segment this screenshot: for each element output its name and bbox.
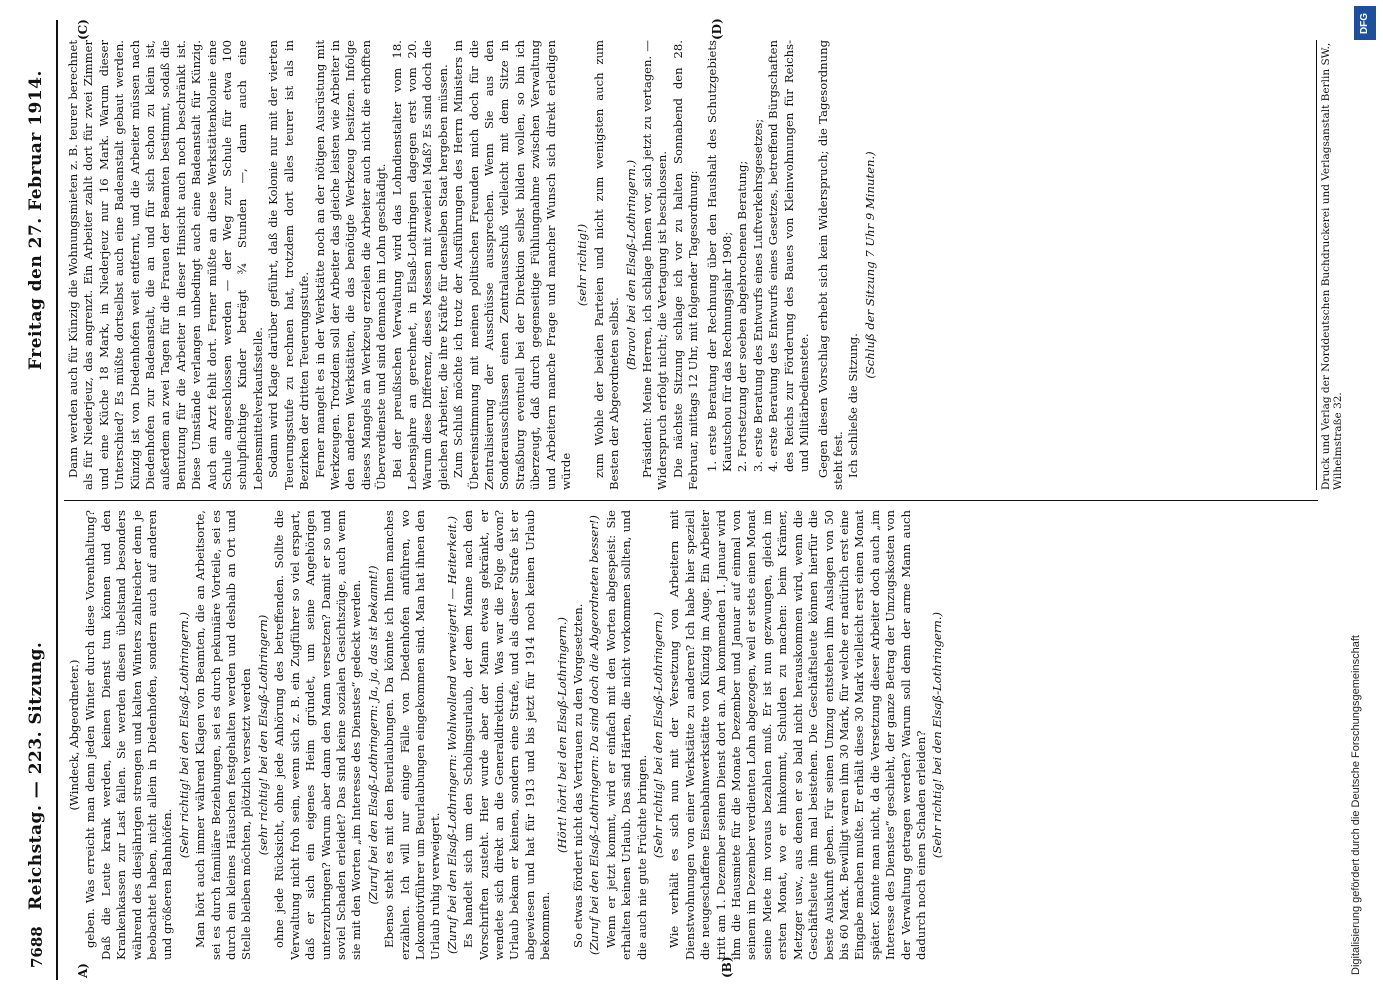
scanned-page — [20, 18, 1344, 980]
margin-marker-c: (C) — [76, 19, 90, 40]
agenda-item: 2. Fortsetzung der soeben abgebrochenen Beratung; — [735, 160, 750, 472]
paragraph: Ich schließe die Sitzung. — [846, 333, 861, 478]
dfg-logo — [1354, 6, 1376, 40]
interjection: (Hört! hört! bei den Elsaß-Lothringern.) — [554, 617, 569, 853]
agenda-item: 3. erste Beratung des Entwurfs eines Luftverkehrsgesetzes; — [750, 118, 765, 472]
paragraph: Zum Schluß möchte ich trotz der Ausführungen des Herrn Ministers in Übereinstimmung mit meinen politischen Freunden mich doch für die Zentralisierung der Ausschüsse aussprechen. Wenn Sie aus den Sonderausschüssen einen Zentralausschuß vielleicht mit dem Sitze in Straßburg eventuell bei der Direktion selbst bilden wollen, so bin ich überzeugt, daß durch gegenseitige Fühlungnahme zwischen Verwaltung und Arbeitern manche Frage und mancher Wunsch sich direkt erledigen würde — [451, 40, 573, 490]
paragraph: Wie verhält es sich nun mit der Versetzung von Arbeitern mit Dienstwohnungen von einer Werkstätte zu anderen? Ich habe hier speziell die neugeschaffene Eisenbahnwerkstätte von Künzig im Auge. Ein Arbeiter tritt am 1. Dezember seinen Dienst dort an. Am kommenden 1. Januar wird ihm die Hausmiete für die Monate Dezember und Januar auf einmal von seinem im Dezember verdienten Lohn abgezogen, weil er stets einen Monat seine Miete im voraus bezahlen muß. Er ist nun gezwungen, gleich im ersten Monat, wo er hinkommt, Schulden zu machen: beim Krämer, Metzger usw., aus denen er so bald nicht herauskommen wird, wenn die Geschäftsleute ihm mal beistehen. Die Geschäftsleute können hierfür die beste Auskunft geben. Für seinen Umzug entstehen ihm Auslagen von 50 bis 60 Mark. Bewilligt waren ihm 30 Mark, für welche er natürlich erst eine Eingabe machen mußte. Er erhält diese 30 Mark vielleicht erst einen Monat später. Könnte man nicht, da die Versetzung dieser Arbeiter doch auch „im Interesse des Dienstes“ geschieht, der ganze Betrag der Umzugskosten von der Verwaltung getragen werden? Warum soll denn der arme Mann auch dadurch noch einen Schaden erleiden? — [667, 510, 928, 960]
header-session-title: Reichstag. — 223. Sitzung. — [26, 641, 46, 910]
margin-marker-a: A) — [76, 963, 90, 978]
interjection: (Sehr richtig! bei den Elsaß-Lothringern.) — [651, 611, 666, 859]
paragraph: Ebenso steht es mit den Beurlaubungen. Da könnte ich Ihnen manches erzählen. Ich will nur einige Fälle von Diedenhofen anführen, wo Lokomotivführer um Beurlaubungen eingekommen sind. Man hat ihnen den Urlaub ruhig verweigert. — [382, 510, 443, 960]
paragraph: geben. Was erreicht man denn jeden Winter durch diese Vorenthaltung? Daß die Leute krank werden, keinen Dienst tun können und den Krankenkassen zur Last fallen. Sie werden diesen übelstand besonders während des diesjährigen strengen und kalten Winters zahlreicher denn je beobachtet haben, nicht allein in Diedenhofen, sondern auch auf anderen und größeren Bahnhöfen. — [83, 510, 175, 960]
paragraph: Ferner mangelt es in der Werkstätte noch an der nötigen Ausrüstung mit Werkzeugen. Trotzdem soll der Arbeiter das gleiche leisten wie Arbeiter in den anderen Werkstätten, die das benötigte Werkzeug besitzen. Infolge dieses Mangels an Werkzeug erzielen die Arbeiter auch nicht die erhofften Überverdienste und sind demnach im Lohn geschädigt. — [312, 40, 389, 490]
paragraph: Gegen diesen Vorschlag erhebt sich kein Widerspruch; die Tagesordnung steht fest. — [815, 40, 845, 490]
interjection: (Sehr richtig! bei den Elsaß-Lothringern.) — [176, 611, 191, 859]
session-end-note: (Schluß der Sitzung 7 Uhr 9 Minuten.) — [862, 151, 877, 379]
page-header — [20, 20, 58, 980]
header-date: Freitag den 27. Februar 1914. — [26, 70, 46, 370]
column-divider — [64, 500, 1318, 501]
printer-imprint: Druck und Verlag der Norddeutschen Buchdruckerei und Verlagsanstalt Berlin SW., Wilhelmstraße 32. — [1316, 40, 1344, 490]
interjection: (Zuruf bei den Elsaß-Lothringern: Ja, ja, das ist bekannt!) — [365, 565, 380, 905]
speaker-tag: (Windeck, Abgeordneter.) — [67, 659, 81, 811]
dfg-logo-text: DFG — [1359, 12, 1371, 34]
paragraph: zum Wohle der beiden Parteien und nicht zum wenigsten auch zum Besten der Abgeordneten selbst. — [591, 40, 622, 490]
page-number: 7688 — [28, 926, 46, 968]
interjection: (sehr richtig! bei den Elsaß-Lothringern) — [255, 614, 270, 856]
digitization-credit: Digitalisierung gefördert durch die Deutsche Forschungsgemeinschaft — [1350, 635, 1362, 975]
interjection: (Sehr richtig! bei den Elsaß-Lothringern.) — [930, 611, 945, 859]
agenda-list — [705, 40, 813, 472]
paragraph: Man hört auch immer während Klagen von Beamten, die an Arbeitsorte, sei es durch familiäre Beziehungen, sei es durch pekuniäre Vorteile, sei es durch ein kleines Häuschen festgehalten werden und deshalb an Ort und Stelle bleiben möchten, plötzlich versetzt werden — [193, 510, 254, 960]
interjection: (Zuruf bei den Elsaß-Lothringern: Da sind doch die Abgeordneten besser!) — [587, 515, 602, 955]
paragraph: Sodann wird Klage darüber geführt, daß die Kolonie nur mit der vierten Teuerungsstufe zu rechnen hat, trotzdem dort alles teurer ist als in Bezirken der dritten Teuerungsstufe. — [266, 40, 312, 490]
margin-marker-b: (B) — [720, 956, 734, 978]
interjection: (Bravo! bei den Elsaß-Lothringern.) — [623, 159, 638, 371]
paragraph: Die nächste Sitzung schlage ich vor zu halten Sonnabend den 28. Februar, mittags 12 Uhr, mit folgender Tagesordnung: — [670, 40, 701, 490]
margin-marker-d: (D) — [710, 18, 724, 40]
interjection: (Zuruf bei den Elsaß-Lothringern: Wohlwollend verweigert! — Heiterkeit.) — [444, 515, 459, 955]
right-column — [66, 40, 1316, 490]
left-column — [66, 510, 1316, 960]
interjection: (sehr richtig!) — [575, 223, 590, 307]
paragraph: ohne jede Rücksicht, ohne jede Anhörung des betreffenden. Sollte die Verwaltung nicht froh sein, wenn sich z. B. ein Zugführer so viel erspart, daß er sich ein eigenes Heim gründet, um seine Angehörigen unterzubringen? Warum aber dann den Mann versetzen? Damit er so und soviel Schaden erleidet? Das sind keine sozialen Gesichtszüge, auch wenn sie mit den Worten „im Interesse des Dienstes“ gedeckt werden. — [272, 510, 364, 960]
paragraph: Präsident: Meine Herren, ich schlage Ihnen vor, sich jetzt zu vertagen. — Widerspruch erfolgt nicht; die Vertagung ist beschlossen. — [640, 40, 670, 490]
paragraph: Bei der preußischen Verwaltung wird das Lohndienstalter vom 18. Lebensjahre an gerechnet, in Elsaß-Lothringen dagegen erst vom 20. Warum diese Differenz, dieses Messen mit zweierlei Maß? Es sind doch die gleichen Arbeiter, die ihre Kräfte für denselben Staat hergeben müssen. — [389, 40, 450, 490]
paragraph: So etwas fördert nicht das Vertrauen zu den Vorgesetzten. — [571, 603, 585, 948]
paragraph: Wenn er jetzt kommt, wird er einfach mit den Worten abgespeist: Sie erhalten keinen Urlaub. Das sind Härten, die nicht vorkommen sollten, und die auch nie gute Früchte bringen. — [603, 510, 649, 960]
paragraph: Es handelt sich um den Scholingsurlaub, der dem Manne nach den Vorschriften zusteht. Hier wurde aber der Mann etwas gekränkt, er wendete sich direkt an die Generaldirektion. Was war die Folge davon? Urlaub bekam er keinen, sondern eine Strafe, und als dieser Strafe ist er abgewiesen und hat für 1913 und bis jetzt für 1914 noch keinen Urlaub bekommen. — [461, 510, 553, 960]
paragraph: Dann werden auch für Künzig die Wohnungsmieten z. B. teurer berechnet als für Niederjeuz, das angrenzt. Ein Arbeiter zahlt dort für zwei Zimmer und eine Küche 18 Mark, in Niederjeuz nur 16 Mark. Warum dieser Unterschied? Es müßte dortselbst auch eine Badeanstalt gebaut werden. Künzig ist von Diedenhofen weit entfernt, und die Arbeiter müssen nach Diedenhofen zur Badeanstalt, die an und für sich schon zu klein ist, außerdem an zwei Tagen für die Frauen der Beamten bestimmt, sodaß die Benutzung für die Arbeiter in dieser Hinsicht auch noch beschränkt ist. Diese Umstände verlangen unbedingt auch eine Badeanstalt für Künzig. Auch ein Arzt fehlt dort. Ferner müßte an diese Werkstättenkolonie eine Schule angeschlossen werden — der Weg zur Schule für etwa 100 schulpflichtige Kinder beträgt ¾ Stunden —, dann auch eine Lebensmittelverkaufsstelle. — [66, 40, 265, 490]
agenda-item: 1. erste Beratung der Rechnung über den Haushalt des Schutzgebiets Kiautschou für das Rechnungsjahr 1908; — [704, 40, 735, 472]
agenda-item: 4. erste Beratung des Entwurfs eines Gesetzes, betreffend Bürgschaften des Reichs zur Förderung des Baues von Kleinwohnungen für Reichs- und Militärbedienstete. — [766, 40, 812, 472]
